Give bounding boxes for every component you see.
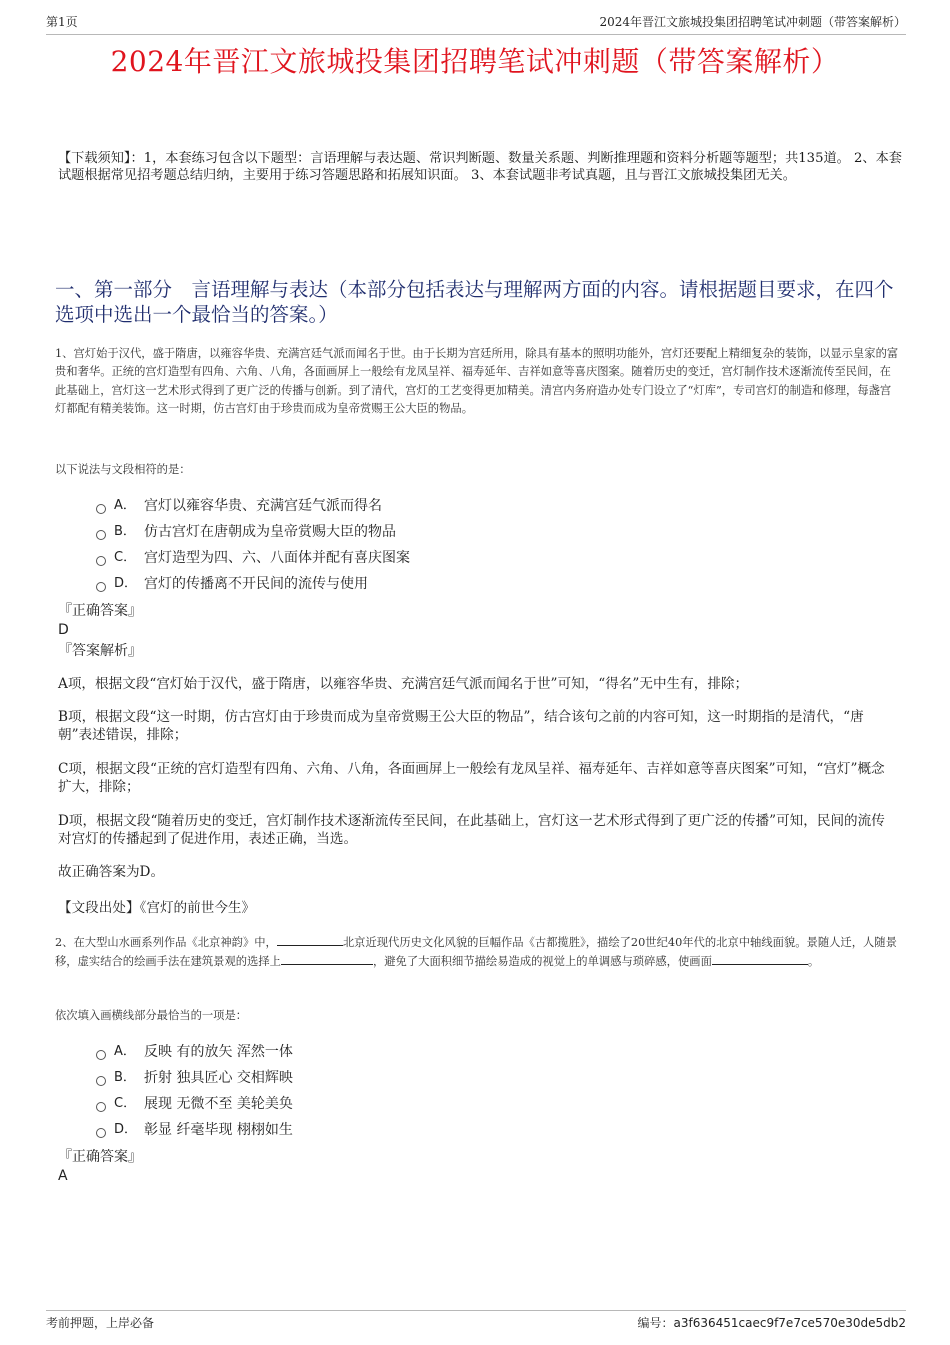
stem-text: ，避免了大面积细节描绘易造成的视觉上的单调感与琐碎感，使画面 — [372, 955, 712, 969]
passage-source: 【文段出处】《宫灯的前世今生》 — [58, 900, 256, 916]
option-letter: D． — [114, 1122, 138, 1137]
option-b[interactable] — [96, 1065, 796, 1091]
radio-button-icon[interactable] — [96, 1102, 106, 1112]
option-text: 仿古宫灯在唐朝成为皇帝赏赐大臣的物品 — [144, 524, 396, 540]
option-d[interactable] — [96, 571, 796, 597]
radio-button-icon[interactable] — [96, 1128, 106, 1138]
option-a[interactable] — [96, 493, 796, 519]
option-c[interactable] — [96, 545, 796, 571]
correct-answer-value: A — [58, 1168, 68, 1184]
option-a[interactable] — [96, 1039, 796, 1065]
radio-button-icon[interactable] — [96, 504, 106, 514]
stem-text: 北京近现代历史文化风貌的巨幅作品《古都揽胜》，描绘了20世纪40年代的北京中轴线面貌。景随人迁，人随景移，虚实结合的绘画手法在建筑景观的选择上 — [55, 936, 897, 969]
option-text: 宫灯以雍容华贵、充满宫廷气派而得名 — [144, 498, 382, 514]
radio-button-icon[interactable] — [96, 1050, 106, 1060]
download-notice: 【下载须知】：1，本套练习包含以下题型：言语理解与表达题、常识判断题、数量关系题、判断推理题和资料分析题等题型；共135道。 2、本套试题根据常见招考题总结归纳，主要用于练习答题思路和拓展知识面。 3、本套试题非考试真题，且与晋江文旅城投集团无关。 — [58, 151, 902, 183]
option-letter: B． — [114, 1070, 136, 1085]
option-letter: A． — [114, 498, 136, 513]
analysis-paragraph-a: A项，根据文段“宫灯始于汉代，盛于隋唐，以雍容华贵、充满宫廷气派而闻名于世”可知，“得名”无中生有，排除； — [58, 676, 749, 692]
question-1-options — [96, 493, 796, 597]
analysis-conclusion: 故正确答案为D。 — [58, 864, 165, 880]
option-d[interactable] — [96, 1117, 796, 1143]
page-number: 第1页 — [46, 15, 78, 29]
radio-button-icon[interactable] — [96, 1076, 106, 1086]
footer-code — [637, 1315, 906, 1331]
analysis-paragraph-b: B项，根据文段“这一时期，仿古宫灯由于珍贵而成为皇帝赏赐王公大臣的物品”，结合该句之前的内容可知，这一时期指的是清代，“唐朝”表述错误，排除； — [58, 709, 864, 743]
option-b[interactable] — [96, 519, 796, 545]
analysis-paragraph-d: D项，根据文段“随着历史的变迁，宫灯制作技术逐渐流传至民间，在此基础上，宫灯这一艺术形式得到了更广泛的传播”可知，民间的流传对宫灯的传播起到了促进作用，表述正确，当选。 — [58, 813, 885, 847]
option-letter: D． — [114, 576, 138, 591]
footer-code-value: a3f636451caec9f7e7ce570e30de5db2 — [673, 1316, 906, 1330]
radio-button-icon[interactable] — [96, 582, 106, 592]
correct-answer-value: D — [58, 622, 69, 638]
fill-blank-1[interactable] — [277, 933, 343, 946]
fill-blank-2[interactable] — [281, 952, 373, 965]
option-text: 展现 无微不至 美轮美奂 — [144, 1096, 293, 1112]
question-2-options — [96, 1039, 796, 1143]
footer-slogan: 考前押题，上岸必备 — [46, 1316, 155, 1330]
question-2-prompt: 依次填入画横线部分最恰当的一项是： — [55, 1009, 248, 1022]
fill-blank-3[interactable] — [712, 952, 808, 965]
correct-answer-label: 『正确答案』 — [58, 1149, 142, 1165]
option-letter: A． — [114, 1044, 136, 1059]
analysis-paragraph-c: C项，根据文段“正统的宫灯造型有四角、六角、八角，各面画屏上一般绘有龙凤呈祥、福寿延年、吉祥如意等喜庆图案”可知，“宫灯”概念扩大，排除； — [58, 761, 885, 795]
question-1-prompt: 以下说法与文段相符的是： — [55, 463, 191, 476]
option-letter: C． — [114, 550, 137, 565]
question-2-stem — [55, 933, 900, 972]
option-text: 折射 独具匠心 交相辉映 — [144, 1070, 293, 1086]
section-title: 一、第一部分 言语理解与表达（本部分包括表达与理解两方面的内容。请根据题目要求，在四个选项中选出一个最恰当的答案。） — [55, 278, 894, 326]
page-footer — [46, 1310, 906, 1335]
option-text: 宫灯造型为四、六、八面体并配有喜庆图案 — [144, 550, 410, 566]
question-1-stem: 1、宫灯始于汉代，盛于隋唐，以雍容华贵、充满宫廷气派而闻名于世。由于长期为宫廷所用，除具有基本的照明功能外，宫灯还要配上精细复杂的装饰，以显示皇家的富贵和奢华。正统的宫灯造型有四角、六角、八角，各面画屏上一般绘有龙凤呈祥、福寿延年、吉祥如意等喜庆图案。随着历史的变迁，宫灯制作技术逐渐流传至民间，在此基础上，宫灯这一艺术形式得到了更广泛的传播与创新。到了清代，宫灯的工艺变得更加精美。清宫内务府造办处专门设立了“灯库”，专司宫灯的制造和修理，每盏宫灯都配有精美装饰。这一时期，仿古宫灯由于珍贵而成为皇帝赏赐王公大臣的物品。 — [55, 347, 899, 416]
header-doc-title: 2024年晋江文旅城投集团招聘笔试冲刺题（带答案解析） — [599, 15, 906, 29]
option-text: 宫灯的传播离不开民间的流传与使用 — [144, 576, 368, 592]
document-title: 2024年晋江文旅城投集团招聘笔试冲刺题（带答案解析） — [110, 45, 840, 78]
radio-button-icon[interactable] — [96, 556, 106, 566]
option-text: 彰显 纤毫毕现 栩栩如生 — [144, 1122, 293, 1138]
analysis-label: 『答案解析』 — [58, 643, 142, 659]
page-header — [46, 14, 906, 35]
option-letter: B． — [114, 524, 136, 539]
radio-button-icon[interactable] — [96, 530, 106, 540]
stem-text: 2、在大型山水画系列作品《北京神韵》中， — [55, 936, 277, 949]
option-text: 反映 有的放矢 浑然一体 — [144, 1044, 293, 1060]
correct-answer-label: 『正确答案』 — [58, 603, 142, 619]
footer-code-label: 编号： — [637, 1316, 674, 1330]
option-c[interactable] — [96, 1091, 796, 1117]
stem-text: 。 — [807, 955, 820, 969]
option-letter: C． — [114, 1096, 137, 1111]
